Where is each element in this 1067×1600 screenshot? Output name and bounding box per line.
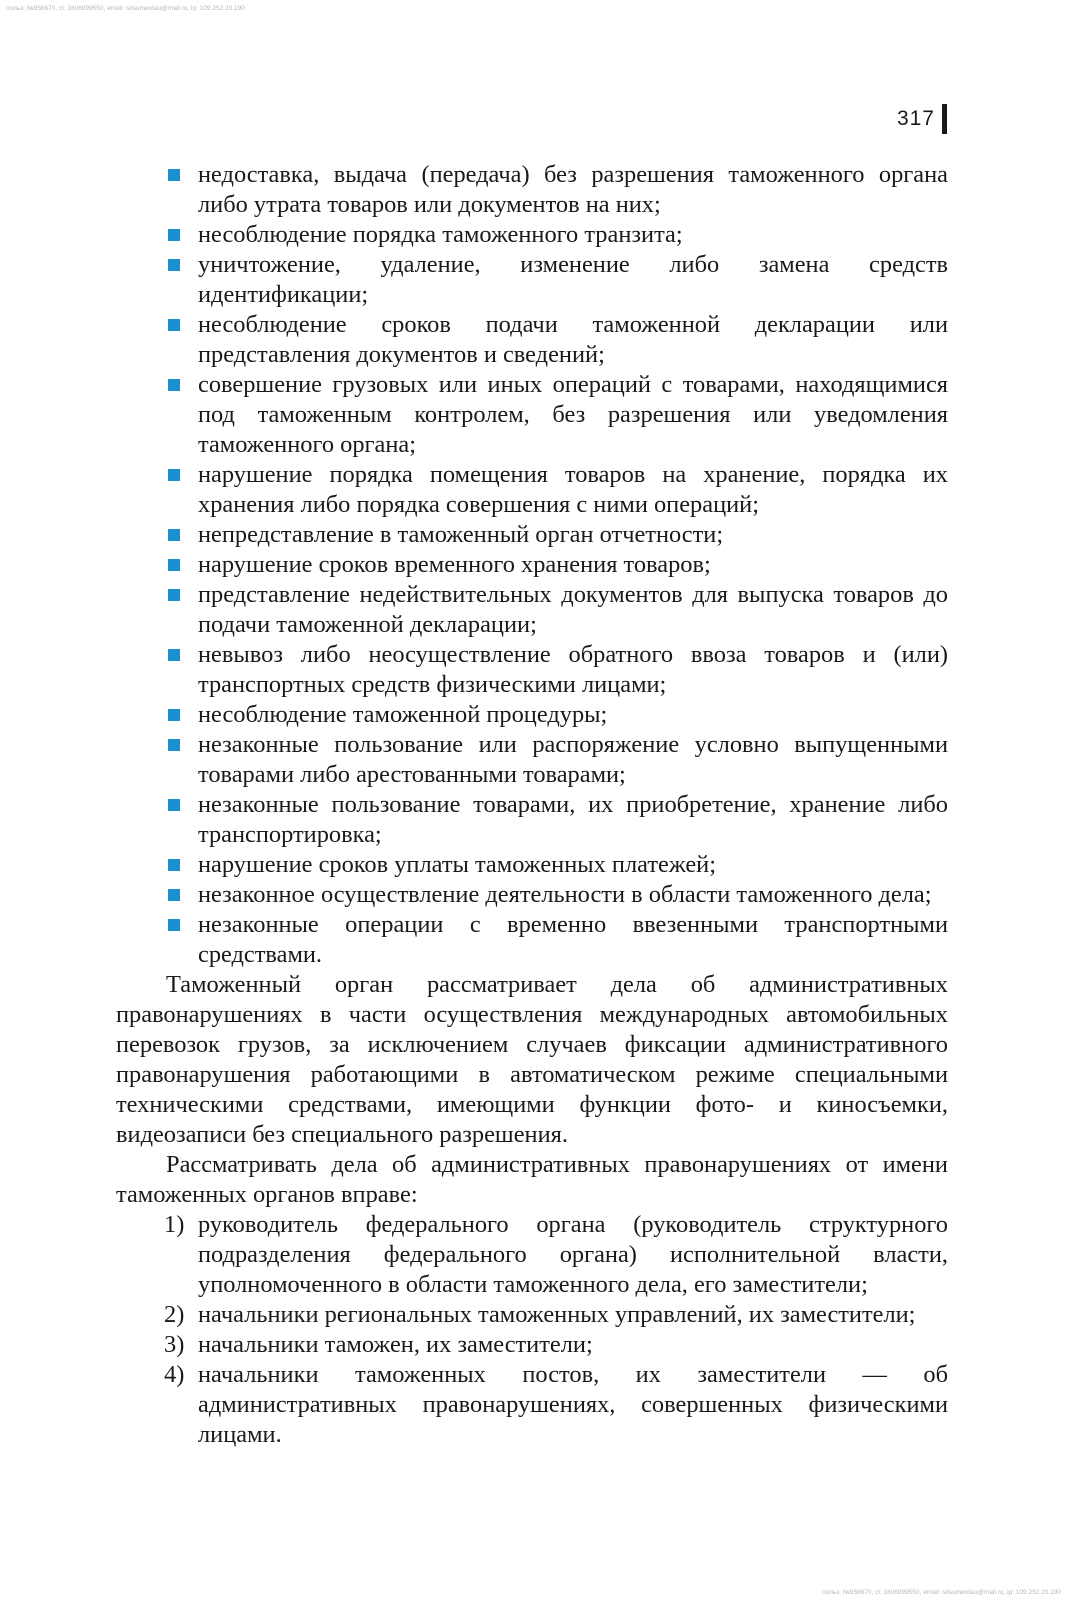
list-item — [116, 460, 948, 520]
list-item — [116, 910, 948, 970]
list-item-text: нарушение сроков уплаты таможенных платежей; — [198, 851, 717, 878]
square-bullet-icon — [168, 889, 180, 901]
list-item — [116, 250, 948, 310]
square-bullet-icon — [168, 469, 180, 481]
square-bullet-icon — [168, 799, 180, 811]
watermark-top: польз. №956670, cl: 1606999550, email: sitsumentau@mail.ru, ip: 109.252.20.190 — [6, 5, 245, 12]
square-bullet-icon — [168, 739, 180, 751]
list-item-text: незаконные пользование товарами, их приобретение, хранение либо транспортировка; — [198, 791, 948, 848]
page-content — [116, 160, 948, 1450]
square-bullet-icon — [168, 169, 180, 181]
officials-list — [116, 1210, 948, 1450]
list-item-text: невывоз либо неосуществление обратного ввоза товаров и (или) транспортных средств физическими лицами; — [198, 641, 948, 698]
square-bullet-icon — [168, 649, 180, 661]
numbered-item — [116, 1360, 948, 1450]
page-header — [897, 104, 947, 134]
list-item-text: нарушение порядка помещения товаров на хранение, порядка их хранения либо порядка совершения с ними операций; — [198, 461, 948, 518]
numbered-item — [116, 1330, 948, 1360]
paragraph-customs-authority: Таможенный орган рассматривает дела об административных правонарушениях в части осуществления международных автомобильных перевозок грузов, за исключением случаев фиксации административного правонарушения работающими в автоматическом режиме специальными техническими средствами, имеющими функции фото- и киносъемки, видеозаписи без специального разрешения. — [116, 971, 948, 1148]
list-item — [116, 310, 948, 370]
list-item-text: несоблюдение порядка таможенного транзита; — [198, 221, 683, 248]
list-item — [116, 220, 948, 250]
numbered-item-text: начальники региональных таможенных управлений, их заместители; — [198, 1301, 916, 1328]
numbered-item — [116, 1210, 948, 1300]
list-item-text: нарушение сроков временного хранения товаров; — [198, 551, 711, 578]
list-item — [116, 550, 948, 580]
item-number: 1) — [164, 1211, 185, 1238]
numbered-item-text: начальники таможенных постов, их заместители — об административных правонарушениях, совершенных физическими лицами. — [198, 1361, 948, 1448]
watermark-bottom: польз. №956670, cl: 1606999550, email: sitsumentau@mail.ru, ip: 109.252.20.190 — [822, 1589, 1061, 1596]
list-item-text: несоблюдение таможенной процедуры; — [198, 701, 608, 728]
square-bullet-icon — [168, 259, 180, 271]
square-bullet-icon — [168, 709, 180, 721]
list-item — [116, 520, 948, 550]
list-item-text: недоставка, выдача (передача) без разрешения таможенного органа либо утрата товаров или документов на них; — [198, 161, 948, 218]
list-item-text: непредставление в таможенный орган отчетности; — [198, 521, 724, 548]
list-item-text: уничтожение, удаление, изменение либо замена средств идентификации; — [198, 251, 948, 308]
list-item — [116, 850, 948, 880]
list-item — [116, 640, 948, 700]
list-item-text: совершение грузовых или иных операций с товарами, находящимися под таможенным контролем, без разрешения или уведомления таможенного органа; — [198, 371, 948, 458]
square-bullet-icon — [168, 859, 180, 871]
item-number: 4) — [164, 1361, 185, 1388]
square-bullet-icon — [168, 589, 180, 601]
square-bullet-icon — [168, 319, 180, 331]
list-item — [116, 580, 948, 640]
list-item — [116, 700, 948, 730]
list-item — [116, 370, 948, 460]
page-number: 317 — [896, 107, 935, 130]
square-bullet-icon — [168, 559, 180, 571]
list-item-text: незаконные операции с временно ввезенными транспортными средствами. — [198, 911, 948, 968]
list-item — [116, 790, 948, 850]
list-item — [116, 160, 948, 220]
item-number: 3) — [164, 1331, 185, 1358]
paragraph-authorized-officials: Рассматривать дела об административных правонарушениях от имени таможенных органов вправе: — [116, 1151, 948, 1208]
page-number-bar — [942, 104, 947, 134]
numbered-item-text: начальники таможен, их заместители; — [198, 1331, 593, 1358]
numbered-item — [116, 1300, 948, 1330]
numbered-item-text: руководитель федерального органа (руководитель структурного подразделения федерального органа) исполнительной власти, уполномоченного в области таможенного дела, его заместители; — [198, 1211, 948, 1298]
square-bullet-icon — [168, 529, 180, 541]
list-item-text: незаконные пользование или распоряжение условно выпущенными товарами либо арестованными товарами; — [198, 731, 948, 788]
list-item-text: незаконное осуществление деятельности в области таможенного дела; — [198, 881, 932, 908]
list-item-text: несоблюдение сроков подачи таможенной декларации или представления документов и сведений; — [198, 311, 948, 368]
violations-list — [116, 160, 948, 970]
square-bullet-icon — [168, 919, 180, 931]
list-item — [116, 730, 948, 790]
list-item-text: представление недействительных документов для выпуска товаров до подачи таможенной декларации; — [198, 581, 948, 638]
square-bullet-icon — [168, 379, 180, 391]
list-item — [116, 880, 948, 910]
item-number: 2) — [164, 1301, 185, 1328]
square-bullet-icon — [168, 229, 180, 241]
